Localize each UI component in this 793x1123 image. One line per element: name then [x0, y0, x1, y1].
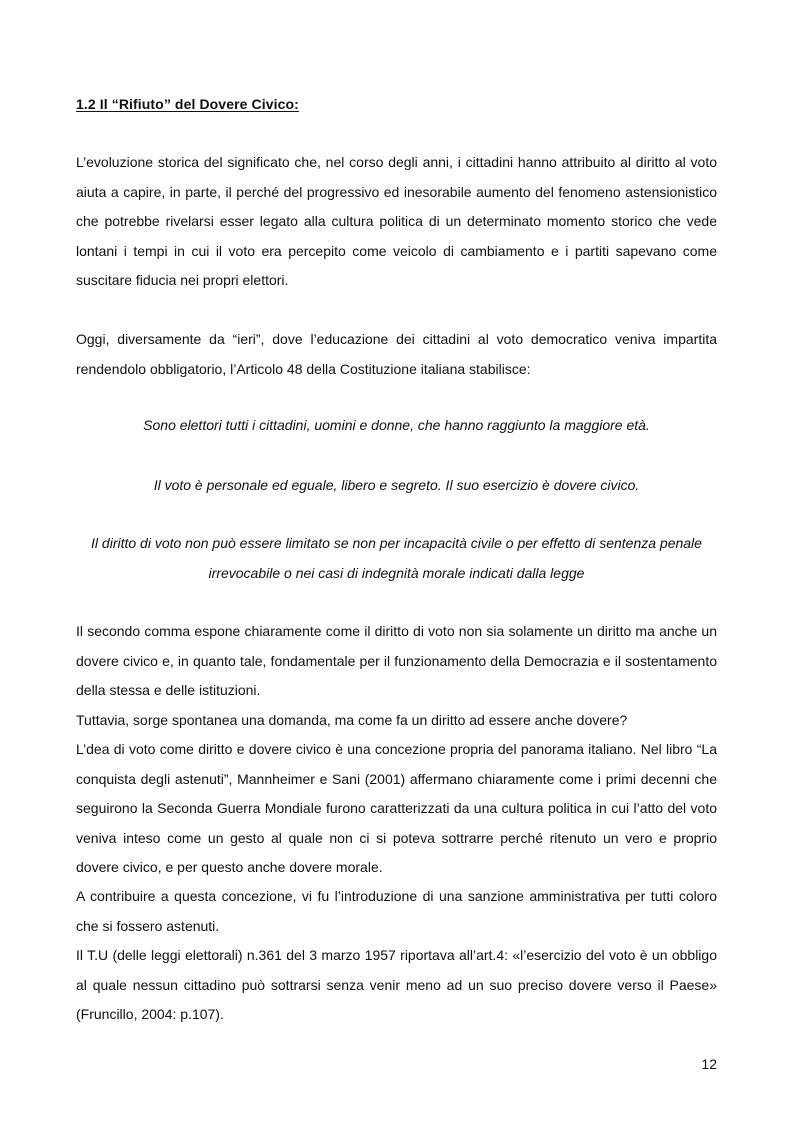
paragraph-second-comma: Il secondo comma espone chiaramente come il diritto di voto non sia solamente un diritto ma anche un dovere civico e, in quanto tale, fondamentale per il funzionamento della Democrazia e il sostentamento della stessa e delle istituzioni.	[76, 623, 717, 698]
section-heading-colon: :	[294, 96, 299, 112]
paragraph-electoral-law: Il T.U (delle leggi elettorali) n.361 del 3 marzo 1957 riportava all’art.4: «l’esercizio del voto è un obbligo al quale nessun cittadino può sottrarsi senza venir meno ad un suo preciso dovere verso il Paese» (Fruncillo, 2004: p.107).	[76, 947, 717, 1022]
quote-article-48-comma-2: Il voto è personale ed eguale, libero e segreto. Il suo esercizio è dovere civico.	[153, 477, 640, 493]
page-number: 12	[701, 1056, 717, 1072]
quote-article-48-comma-3: Il diritto di voto non può essere limitato se non per incapacità civile o per effetto di sentenza penale irrevocabile o nei casi di indegnità morale indicati dalla legge	[91, 535, 702, 581]
section-heading-text: 1.2 Il “Rifiuto” del Dovere Civico	[76, 96, 295, 112]
section-heading	[76, 96, 299, 112]
paragraph-civic-duty-concept: L’dea di voto come diritto e dovere civico è una concezione propria del panorama italiano. Nel libro “La conquista degli astenuti”, Mannheimer e Sani (2001) affermano chiaramente come i primi decenni che seguirono la Seconda Guerra Mondiale furono caratterizzati da una cultura politica in cui l’atto del voto veniva inteso come un gesto al quale non ci si poteva sottrarre perché ritenuto un vero e proprio dovere civico, e per questo anche dovere morale.	[76, 741, 717, 875]
paragraph-historical-evolution: L’evoluzione storica del significato che, nel corso degli anni, i cittadini hanno attribuito al diritto al voto aiuta a capire, in parte, il perché del progressivo ed inesorabile aumento del fenomeno astensionistico che potrebbe rivelarsi esser legato alla cultura politica di un determinato momento storico che vede lontani i tempi in cui il voto era percepito come veicolo di cambiamento e i partiti sapevano come suscitare fiducia nei propri elettori.	[76, 154, 717, 288]
paragraph-article-48-intro: Oggi, diversamente da “ieri”, dove l’educazione dei cittadini al voto democratico veniva impartita rendendolo obbligatorio, l’Articolo 48 della Costituzione italiana stabilisce:	[76, 331, 717, 377]
quote-article-48-comma-1: Sono elettori tutti i cittadini, uomini e donne, che hanno raggiunto la maggiore età.	[143, 417, 650, 433]
paragraph-question: Tuttavia, sorge spontanea una domanda, ma come fa un diritto ad essere anche dovere?	[76, 712, 628, 728]
paragraph-administrative-sanction: A contribuire a questa concezione, vi fu l’introduzione di una sanzione amministrativa per tutti coloro che si fossero astenuti.	[76, 888, 717, 934]
